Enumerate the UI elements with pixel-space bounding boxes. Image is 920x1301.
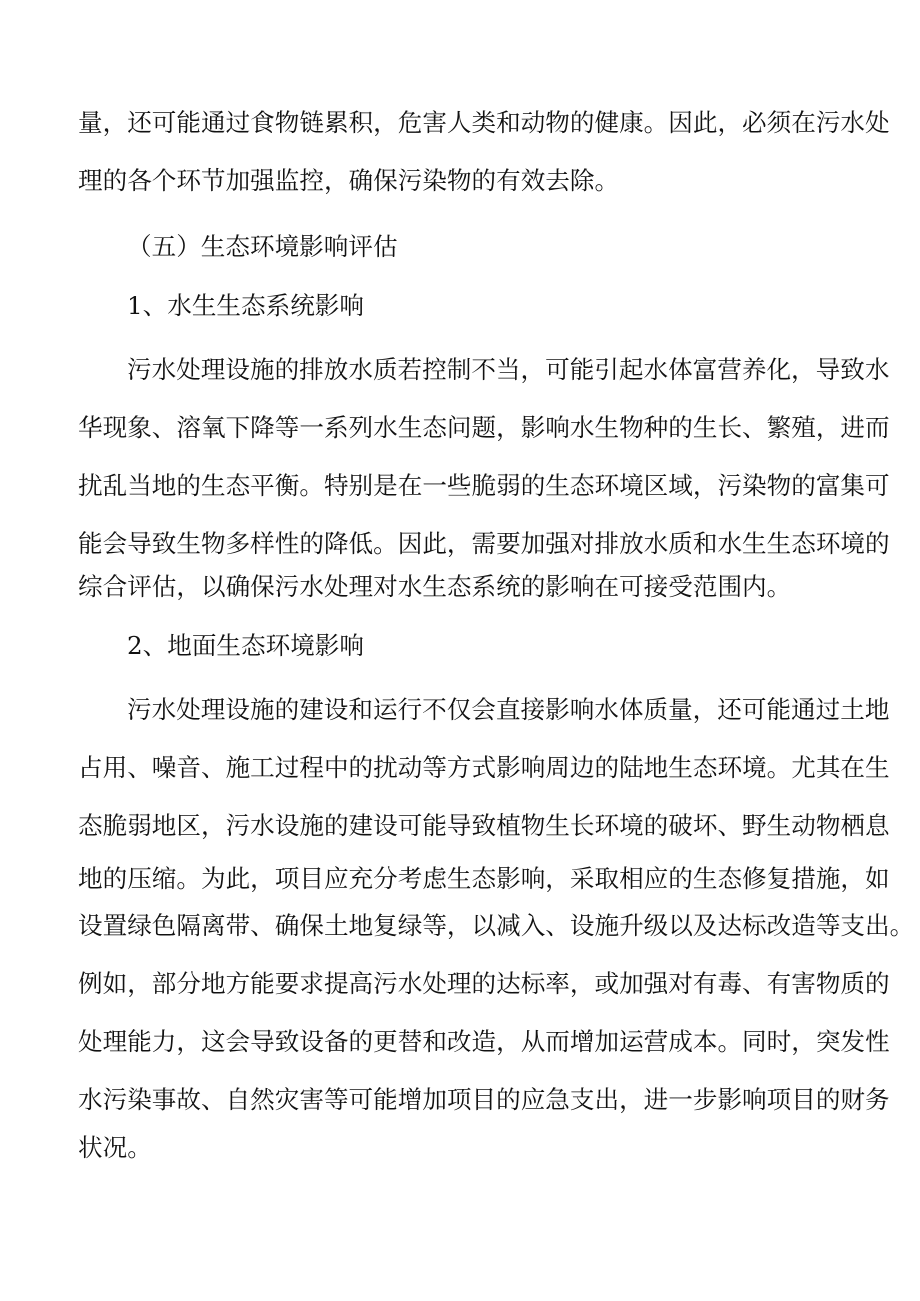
paragraph-line: 华现象、溶氧下降等一系列水生态问题，影响水生物种的生长、繁殖，进而 xyxy=(78,413,890,442)
paragraph-line: 态脆弱地区，污水设施的建设可能导致植物生长环境的破坏、野生动物栖息 xyxy=(78,811,890,840)
paragraph-line: 占用、噪音、施工过程中的扰动等方式影响周边的陆地生态环境。尤其在生 xyxy=(78,753,890,782)
paragraph-line: 处理能力，这会导致设备的更替和改造，从而增加运营成本。同时，突发性 xyxy=(78,1027,890,1056)
paragraph-line: 水污染事故、自然灾害等可能增加项目的应急支出，进一步影响项目的财务 xyxy=(78,1085,890,1114)
paragraph-line: 理的各个环节加强监控，确保污染物的有效去除。 xyxy=(78,166,620,195)
paragraph-line: 污水处理设施的排放水质若控制不当，可能引起水体富营养化，导致水 xyxy=(127,355,890,384)
paragraph-line: 能会导致生物多样性的降低。因此，需要加强对排放水质和水生生态环境的 xyxy=(78,529,890,558)
section-heading: （五）生态环境影响评估 xyxy=(127,232,398,261)
paragraph-line: 例如，部分地方能要求提高污水处理的达标率，或加强对有毒、有害物质的 xyxy=(78,969,890,998)
paragraph-line: 量，还可能通过食物链累积，危害人类和动物的健康。因此，必须在污水处 xyxy=(78,108,890,137)
paragraph-line: 污水处理设施的建设和运行不仅会直接影响水体质量，还可能通过土地 xyxy=(127,695,890,724)
paragraph-line: 状况。 xyxy=(78,1133,152,1162)
subsection-heading: 2、地面生态环境影响 xyxy=(127,631,364,660)
subsection-heading: 1、水生生态系统影响 xyxy=(127,291,364,320)
paragraph-line: 综合评估，以确保污水处理对水生态系统的影响在可接受范围内。 xyxy=(78,572,792,601)
paragraph-line: 地的压缩。为此，项目应充分考虑生态影响，采取相应的生态修复措施，如 xyxy=(78,864,890,893)
paragraph-line: 设置绿色隔离带、确保土地复绿等，以减入、设施升级以及达标改造等支出。 xyxy=(78,911,915,940)
paragraph-line: 扰乱当地的生态平衡。特别是在一些脆弱的生态环境区域，污染物的富集可 xyxy=(78,471,890,500)
